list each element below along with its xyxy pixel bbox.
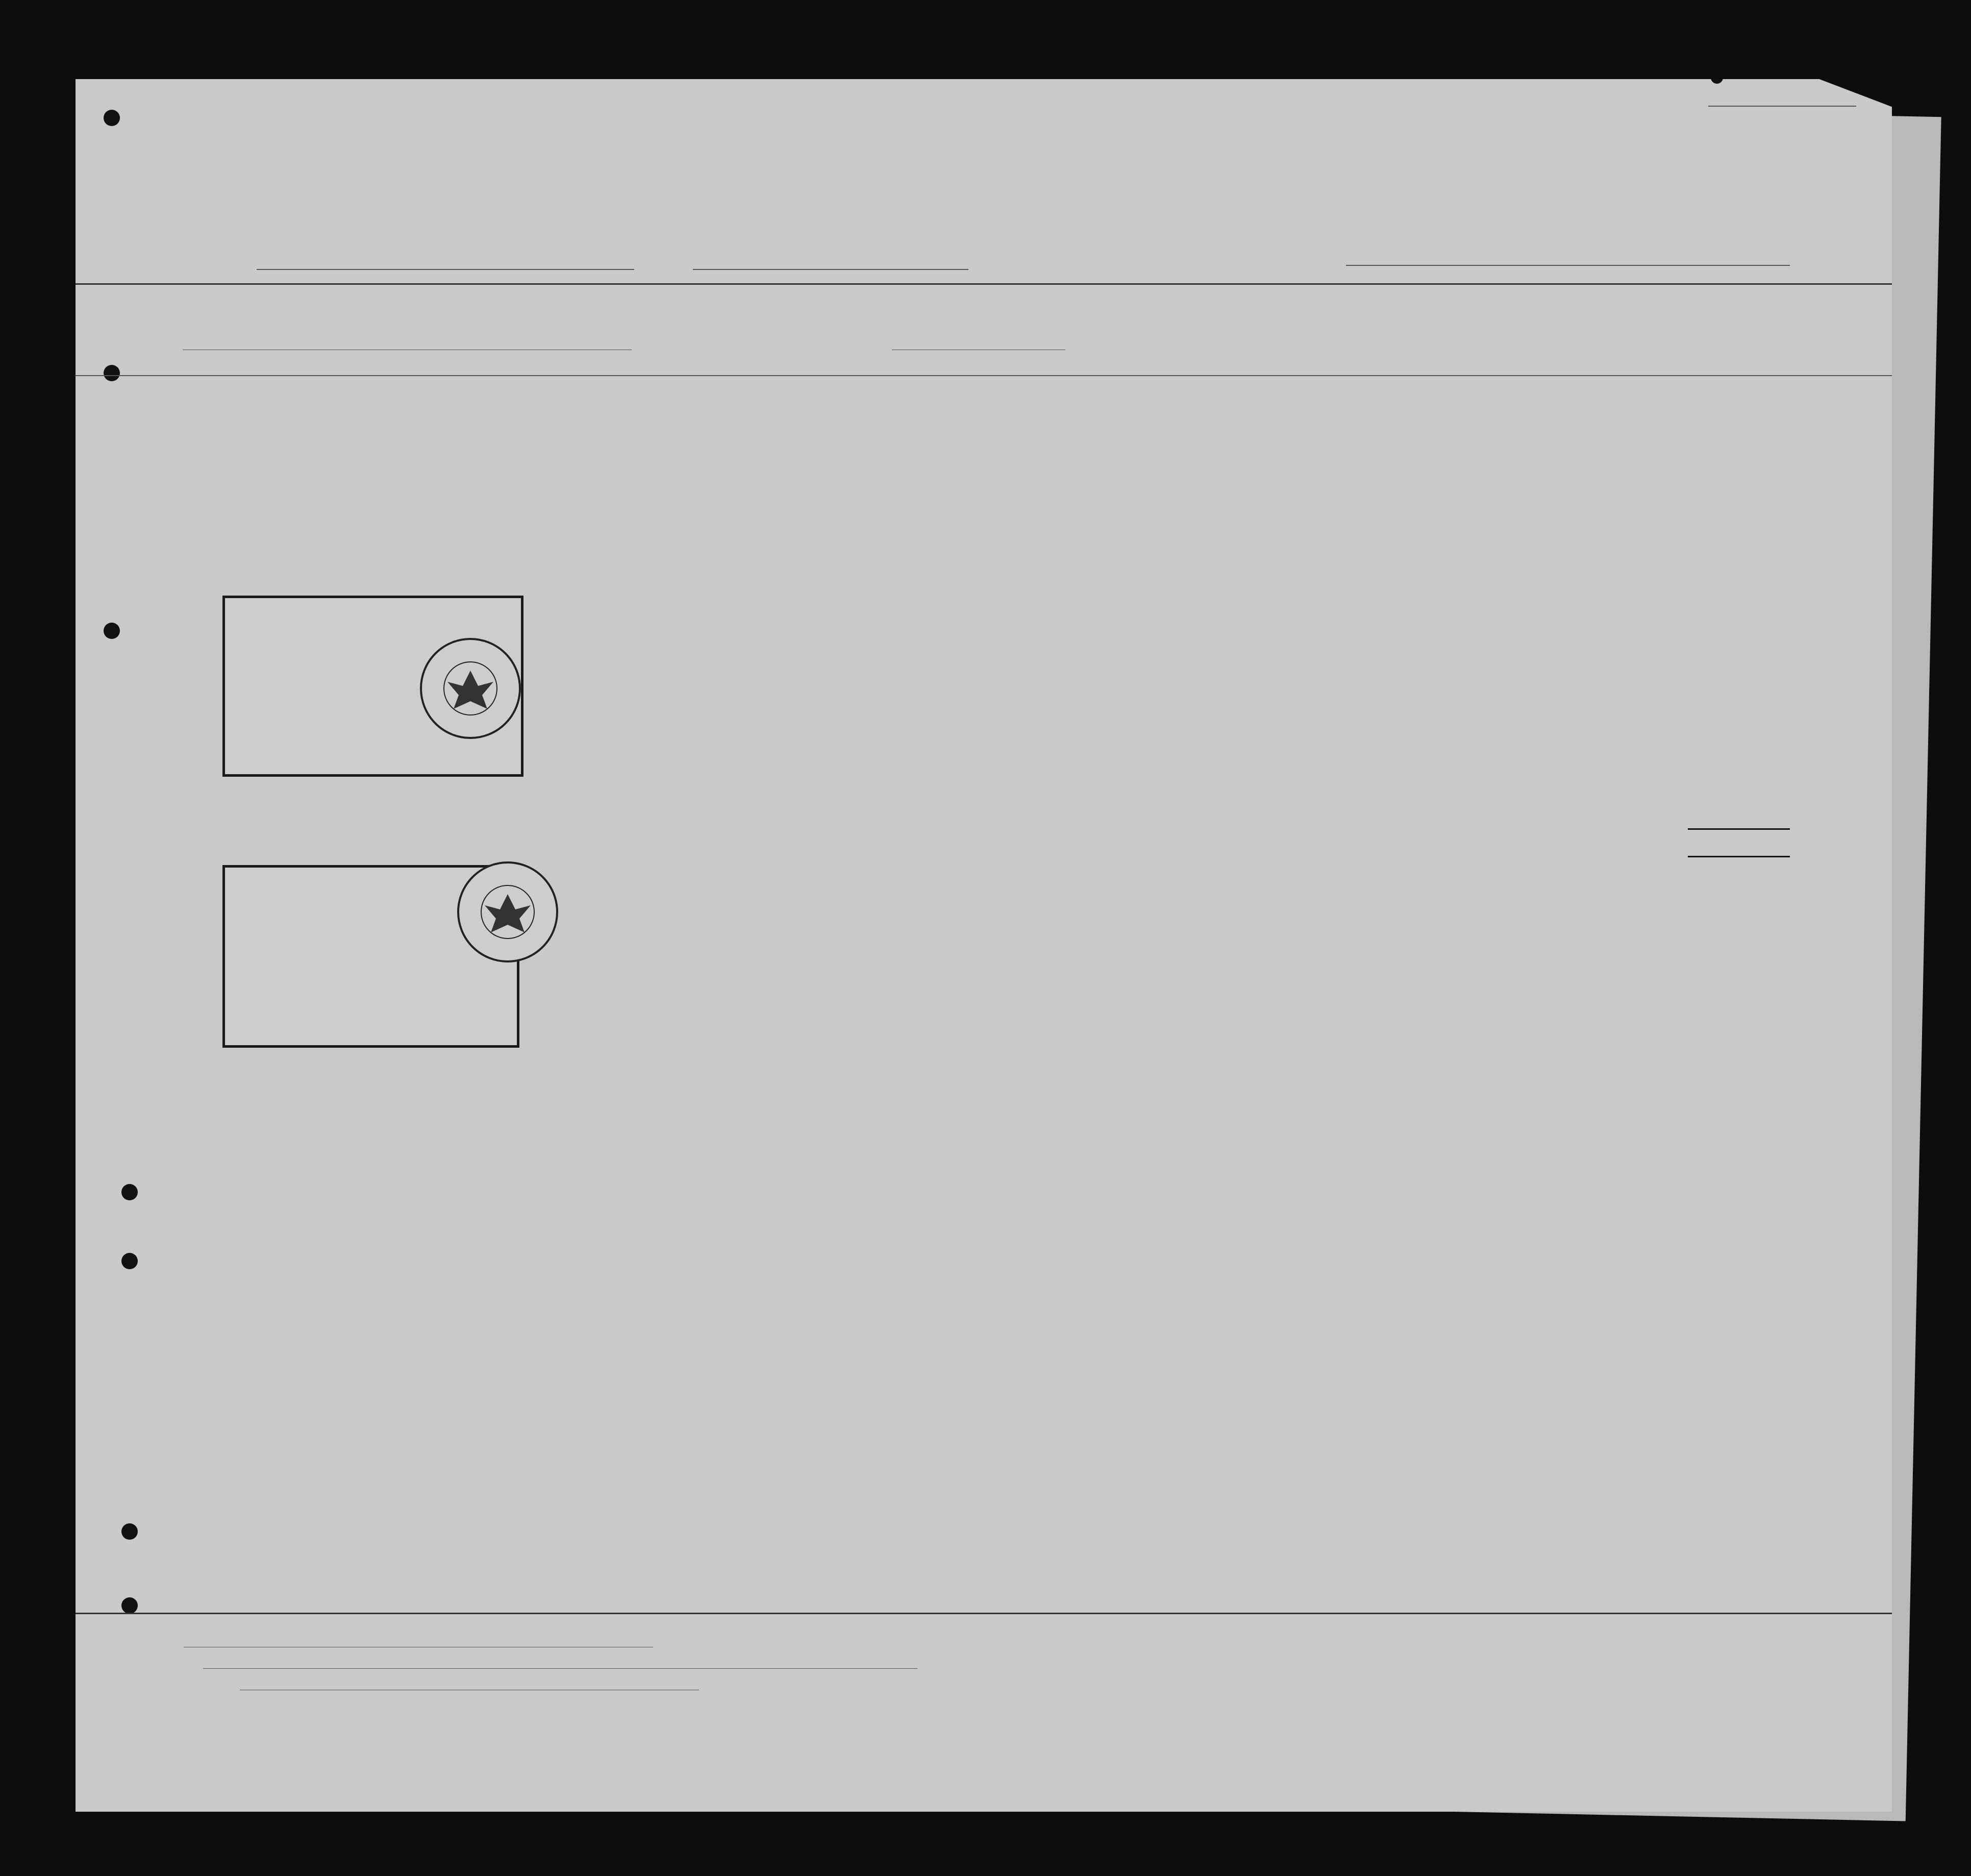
- consulate-seal-2: [457, 861, 558, 962]
- ink-spot: [1711, 71, 1723, 84]
- punch-hole: [104, 110, 120, 126]
- from-port-line: [1346, 265, 1790, 266]
- footer-owners-rule: [203, 1668, 917, 1669]
- consulate-seal-1: [420, 638, 521, 739]
- dash-mark: [1688, 828, 1790, 830]
- manifest-page: [76, 79, 1892, 1812]
- sheet-number-line: [1708, 106, 1856, 107]
- vessel-line: [257, 269, 634, 270]
- dash-mark: [1688, 856, 1790, 857]
- port-line: [693, 269, 968, 270]
- consulate-stamp-1: [222, 596, 523, 777]
- consulate-stamp-2: [222, 865, 519, 1048]
